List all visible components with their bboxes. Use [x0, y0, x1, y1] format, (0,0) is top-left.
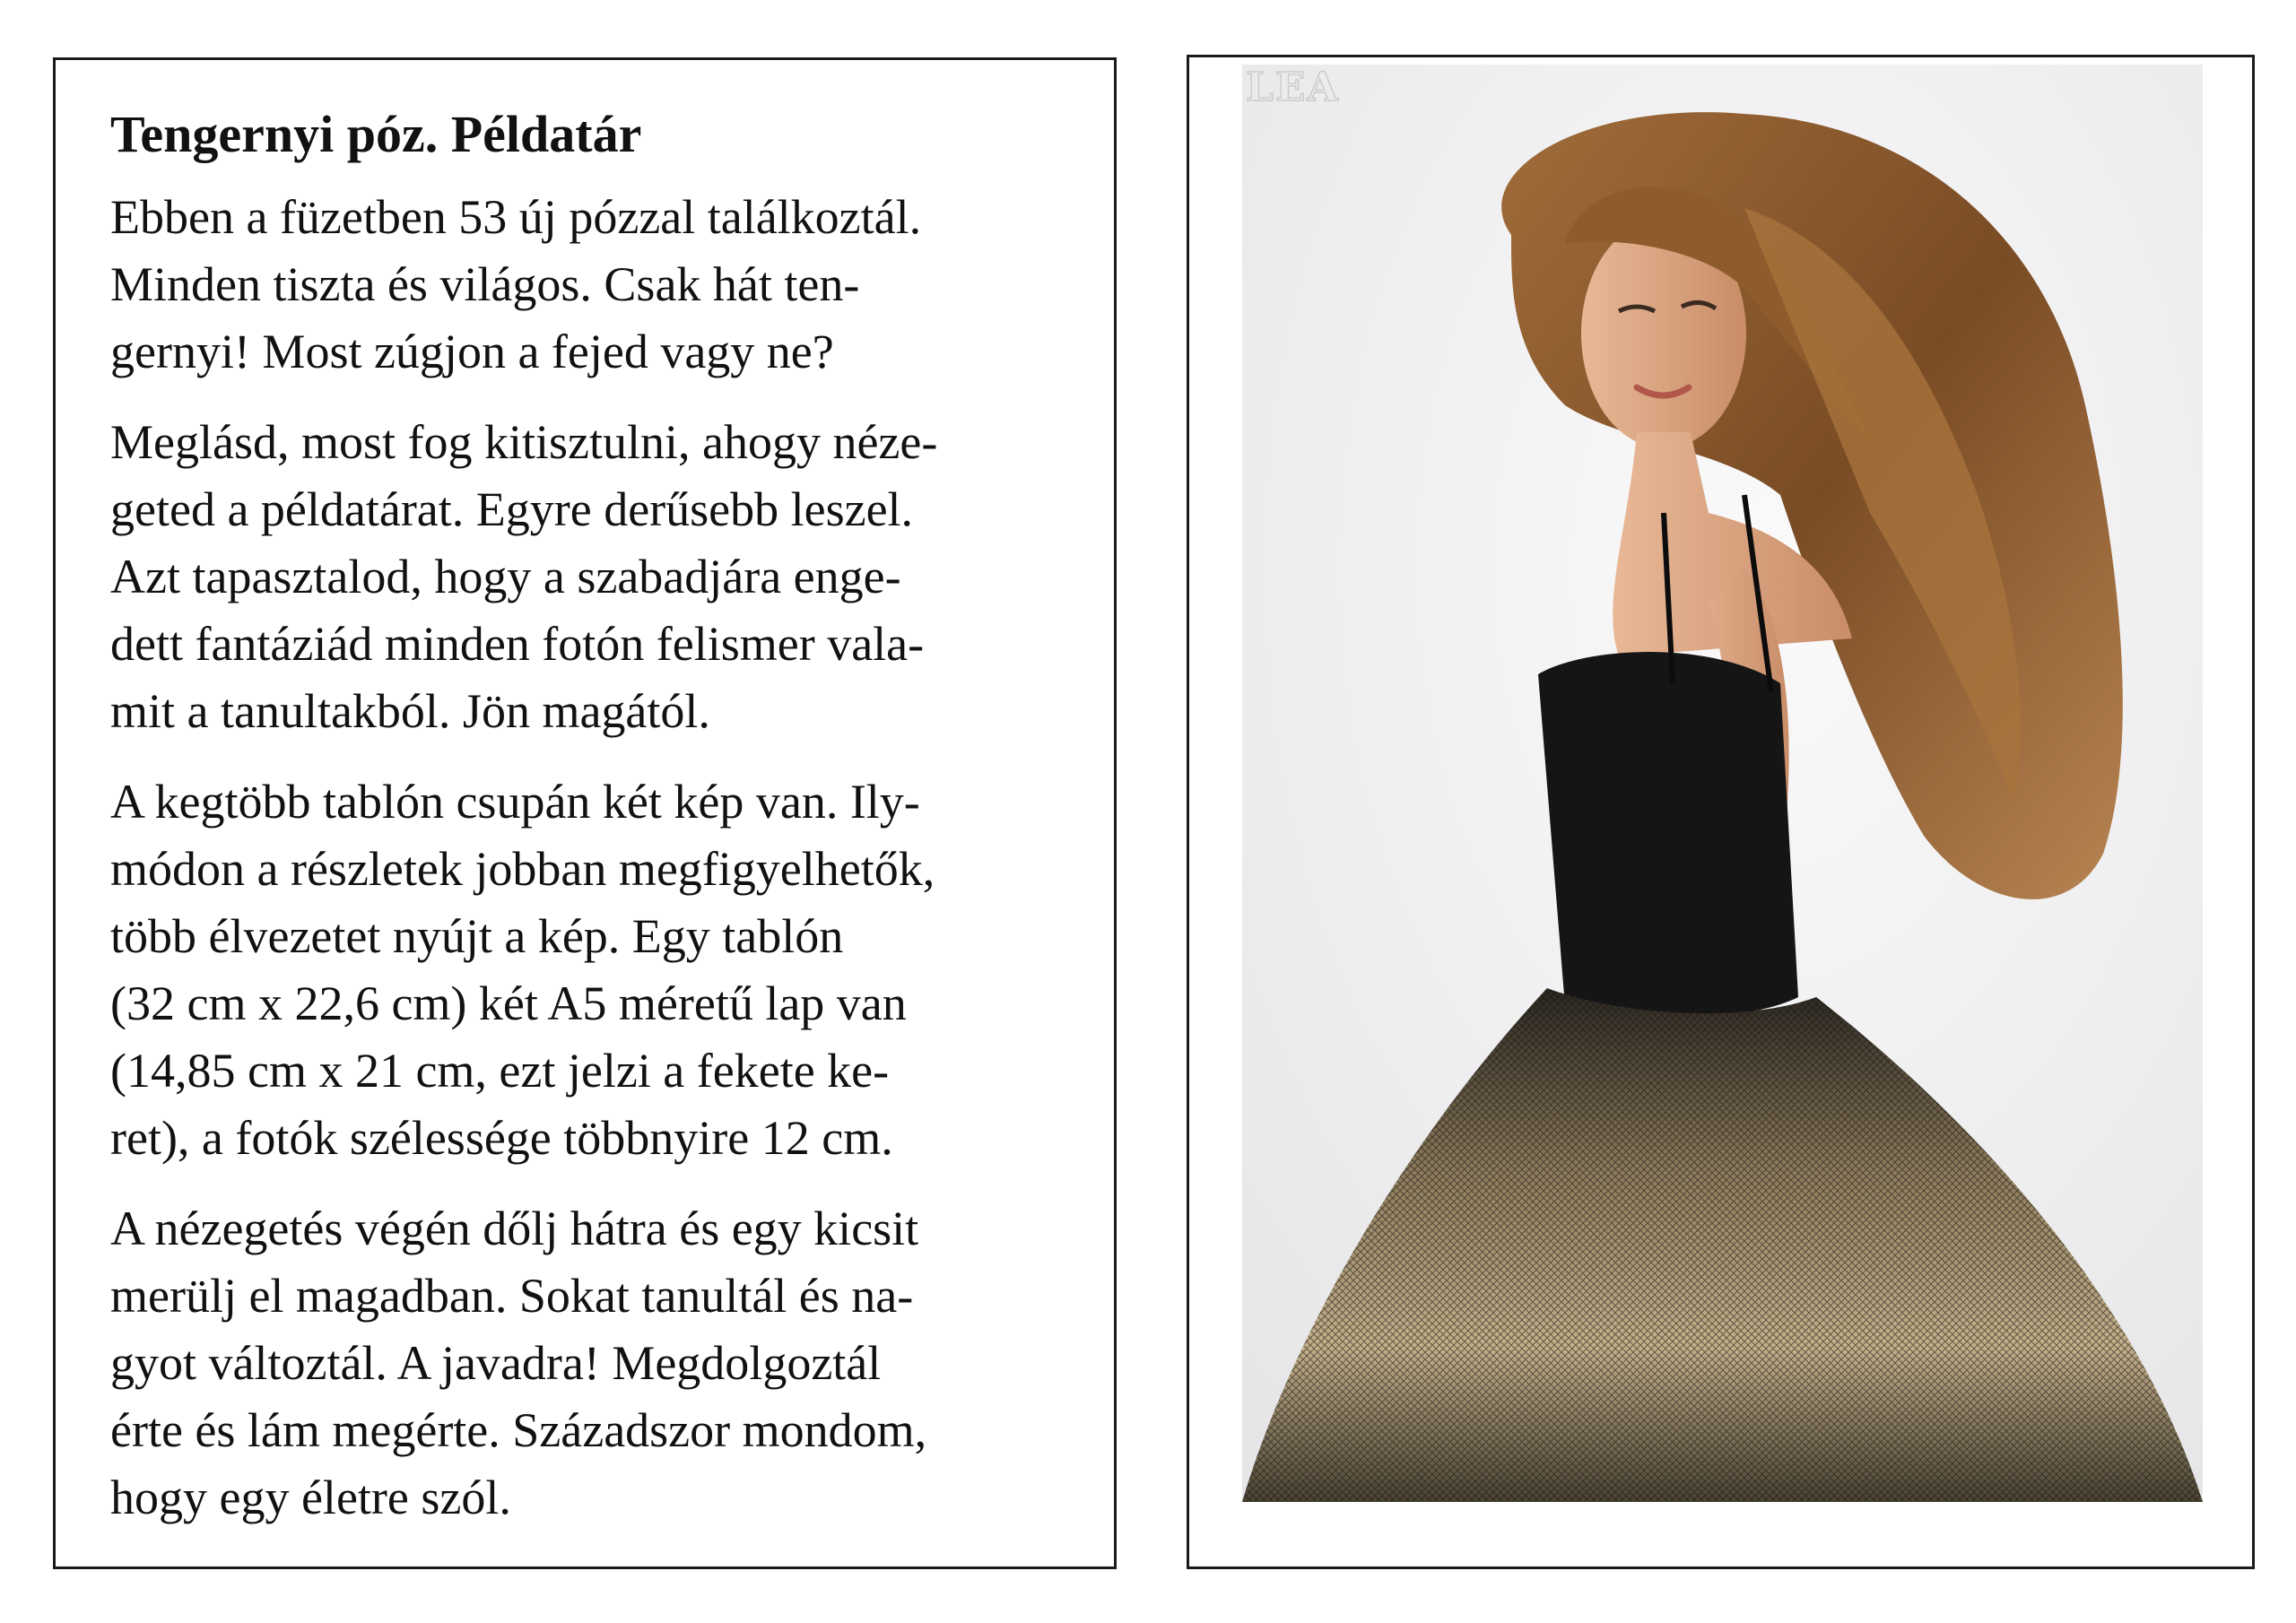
paragraph-1: Ebben a füzetben 53 új pózzal találkoztál. Minden tiszta és világos. Csak hát ten- gernyi! Most zúgjon a fejed vagy ne?: [110, 190, 922, 378]
photo-page: [1187, 55, 2255, 1569]
page-title: Tengernyi póz. Példatár: [110, 105, 642, 163]
paragraph-2: Meglásd, most fog kitisztulni, ahogy néze- geted a példatárat. Egyre derűsebb leszel. Azt tapasztalod, hogy a szabadjára enge- dett fantáziád minden fotón felismer vala- mit a tanultakból. Jön magától.: [110, 415, 938, 738]
watermark-logo: LEA: [1246, 65, 1340, 110]
paragraph-3: A kegtöbb tablón csupán két kép van. Ily- módon a részletek jobban megfigyelhetők, több élvezetet nyújt a kép. Egy tablón (32 cm x 22,6 cm) két A5 méretű lap van (14,85 cm x 21 cm, ezt jelzi a fekete ke- ret), a fotók szélessége többnyire 12 cm.: [110, 775, 935, 1165]
model-photo: [1242, 65, 2203, 1502]
text-page: [53, 57, 1117, 1569]
paragraph-4: A nézegetés végén dőlj hátra és egy kicsit merülj el magadban. Sokat tanultál és na- gyot változtál. A javadra! Megdolgoztál érte és lám megérte. Századszor mondom, hogy egy életre szól.: [110, 1202, 927, 1524]
